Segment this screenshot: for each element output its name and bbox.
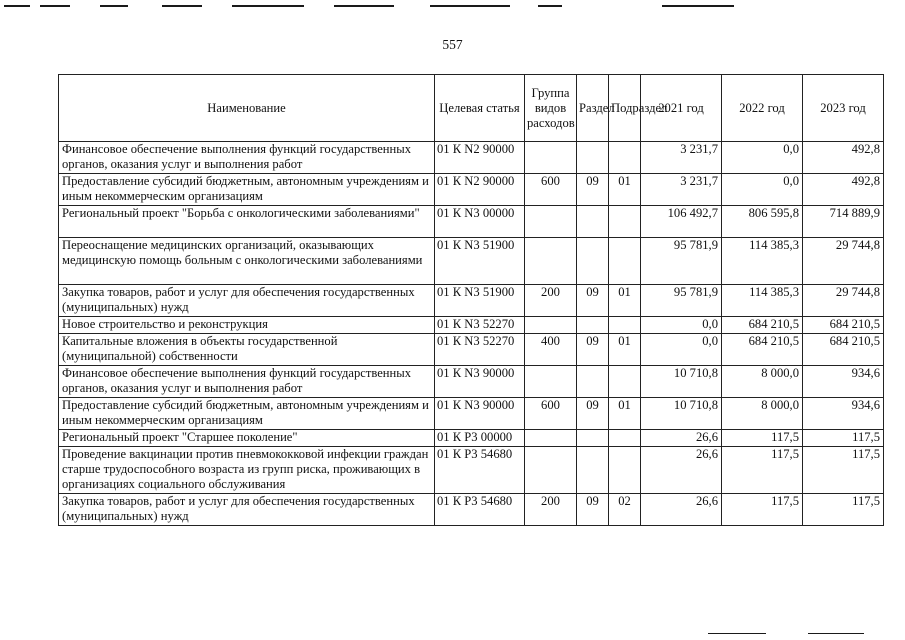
cell-subsection: 01 — [609, 398, 641, 430]
cell-subsection: 01 — [609, 174, 641, 206]
cell-2022: 117,5 — [722, 447, 803, 494]
table-row — [59, 366, 884, 398]
cell-name: Проведение вакцинации против пневмококковой инфекции граждан старше трудоспособного возраста из групп риска, проживающих в организациях социального обслуживания — [59, 447, 435, 494]
cell-target: 01 К N3 51900 — [435, 285, 525, 317]
scan-artifact-line — [334, 5, 394, 7]
cell-2022: 114 385,3 — [722, 238, 803, 285]
cell-2022: 117,5 — [722, 494, 803, 526]
scan-artifact-line — [40, 5, 70, 7]
header-name: Наименование — [59, 75, 435, 142]
cell-target: 01 К N3 52270 — [435, 317, 525, 334]
cell-2022: 8 000,0 — [722, 398, 803, 430]
table-row — [59, 430, 884, 447]
page-number: 557 — [442, 37, 463, 52]
cell-subsection — [609, 142, 641, 174]
cell-section — [577, 317, 609, 334]
cell-target: 01 К N3 52270 — [435, 334, 525, 366]
cell-2022: 806 595,8 — [722, 206, 803, 238]
table-row — [59, 317, 884, 334]
scan-artifact-line — [808, 633, 864, 634]
cell-2023: 684 210,5 — [803, 334, 884, 366]
table-row — [59, 142, 884, 174]
cell-2021: 10 710,8 — [641, 398, 722, 430]
table-row — [59, 447, 884, 494]
scan-artifact-line — [232, 5, 304, 7]
cell-section — [577, 238, 609, 285]
cell-2022: 114 385,3 — [722, 285, 803, 317]
cell-2022: 684 210,5 — [722, 317, 803, 334]
table-row — [59, 174, 884, 206]
cell-2023: 29 744,8 — [803, 285, 884, 317]
cell-section — [577, 206, 609, 238]
cell-section: 09 — [577, 285, 609, 317]
cell-2021: 95 781,9 — [641, 285, 722, 317]
scan-artifact-line — [162, 5, 202, 7]
cell-name: Финансовое обеспечение выполнения функций государственных органов, оказания услуг и выполнения работ — [59, 142, 435, 174]
cell-2021: 26,6 — [641, 447, 722, 494]
table-header-row — [59, 75, 884, 142]
cell-target: 01 К N3 00000 — [435, 206, 525, 238]
cell-expense-group — [525, 317, 577, 334]
cell-name: Капитальные вложения в объекты государственной (муниципальной) собственности — [59, 334, 435, 366]
scan-artifact-line — [430, 5, 510, 7]
cell-target: 01 К N3 90000 — [435, 398, 525, 430]
header-subsection: Подраздел — [609, 75, 641, 142]
cell-target: 01 К P3 54680 — [435, 494, 525, 526]
cell-name: Новое строительство и реконструкция — [59, 317, 435, 334]
cell-subsection — [609, 238, 641, 285]
cell-expense-group: 200 — [525, 494, 577, 526]
cell-section — [577, 142, 609, 174]
cell-expense-group: 600 — [525, 398, 577, 430]
cell-section — [577, 447, 609, 494]
cell-subsection — [609, 366, 641, 398]
cell-name: Региональный проект "Борьба с онкологическими заболеваниями" — [59, 206, 435, 238]
scan-artifact-line — [538, 5, 562, 7]
cell-2023: 117,5 — [803, 430, 884, 447]
header-2021: 2021 год — [641, 75, 722, 142]
cell-section — [577, 430, 609, 447]
table-row — [59, 238, 884, 285]
cell-2021: 95 781,9 — [641, 238, 722, 285]
header-section: Раздел — [577, 75, 609, 142]
cell-target: 01 К N3 51900 — [435, 238, 525, 285]
cell-target: 01 К P3 00000 — [435, 430, 525, 447]
cell-2023: 117,5 — [803, 447, 884, 494]
cell-expense-group: 400 — [525, 334, 577, 366]
cell-name: Закупка товаров, работ и услуг для обеспечения государственных (муниципальных) нужд — [59, 494, 435, 526]
cell-2023: 29 744,8 — [803, 238, 884, 285]
cell-2022: 0,0 — [722, 142, 803, 174]
cell-2022: 8 000,0 — [722, 366, 803, 398]
cell-subsection — [609, 206, 641, 238]
cell-expense-group — [525, 447, 577, 494]
table-row — [59, 206, 884, 238]
cell-2023: 492,8 — [803, 142, 884, 174]
cell-expense-group — [525, 430, 577, 447]
cell-section: 09 — [577, 494, 609, 526]
cell-2023: 934,6 — [803, 366, 884, 398]
cell-subsection: 01 — [609, 285, 641, 317]
header-2022: 2022 год — [722, 75, 803, 142]
cell-2021: 3 231,7 — [641, 142, 722, 174]
cell-subsection — [609, 317, 641, 334]
cell-2023: 117,5 — [803, 494, 884, 526]
cell-target: 01 К N2 90000 — [435, 142, 525, 174]
scan-artifact-line — [662, 5, 734, 7]
cell-section: 09 — [577, 174, 609, 206]
header-2023: 2023 год — [803, 75, 884, 142]
cell-target: 01 К N3 90000 — [435, 366, 525, 398]
scan-artifact-line — [708, 633, 766, 634]
table-row — [59, 398, 884, 430]
scan-artifact-line — [4, 5, 30, 7]
cell-subsection: 01 — [609, 334, 641, 366]
cell-expense-group — [525, 366, 577, 398]
cell-2023: 684 210,5 — [803, 317, 884, 334]
header-expense-group: Группа видов расходов — [525, 75, 577, 142]
cell-2023: 934,6 — [803, 398, 884, 430]
cell-name: Предоставление субсидий бюджетным, автономным учреждениям и иным некоммерческим организациям — [59, 398, 435, 430]
cell-name: Закупка товаров, работ и услуг для обеспечения государственных (муниципальных) нужд — [59, 285, 435, 317]
cell-expense-group — [525, 238, 577, 285]
cell-2021: 3 231,7 — [641, 174, 722, 206]
cell-2022: 684 210,5 — [722, 334, 803, 366]
cell-subsection: 02 — [609, 494, 641, 526]
cell-name: Предоставление субсидий бюджетным, автономным учреждениям и иным некоммерческим организациям — [59, 174, 435, 206]
cell-target: 01 К P3 54680 — [435, 447, 525, 494]
budget-table — [58, 74, 884, 526]
cell-section: 09 — [577, 334, 609, 366]
cell-name: Региональный проект "Старшее поколение" — [59, 430, 435, 447]
cell-2021: 106 492,7 — [641, 206, 722, 238]
cell-expense-group — [525, 206, 577, 238]
table-row — [59, 285, 884, 317]
header-target: Целевая статья — [435, 75, 525, 142]
table-row — [59, 494, 884, 526]
cell-section: 09 — [577, 398, 609, 430]
cell-expense-group: 600 — [525, 174, 577, 206]
cell-2021: 26,6 — [641, 494, 722, 526]
cell-2021: 10 710,8 — [641, 366, 722, 398]
cell-2022: 117,5 — [722, 430, 803, 447]
cell-name: Финансовое обеспечение выполнения функций государственных органов, оказания услуг и выполнения работ — [59, 366, 435, 398]
cell-section — [577, 366, 609, 398]
table-row — [59, 334, 884, 366]
cell-2021: 0,0 — [641, 317, 722, 334]
cell-name: Переоснащение медицинских организаций, оказывающих медицинскую помощь больным с онкологическими заболеваниями — [59, 238, 435, 285]
cell-2023: 492,8 — [803, 174, 884, 206]
cell-target: 01 К N2 90000 — [435, 174, 525, 206]
cell-subsection — [609, 447, 641, 494]
cell-expense-group — [525, 142, 577, 174]
cell-2021: 26,6 — [641, 430, 722, 447]
cell-expense-group: 200 — [525, 285, 577, 317]
cell-subsection — [609, 430, 641, 447]
cell-2021: 0,0 — [641, 334, 722, 366]
cell-2022: 0,0 — [722, 174, 803, 206]
scan-artifact-line — [100, 5, 128, 7]
cell-2023: 714 889,9 — [803, 206, 884, 238]
